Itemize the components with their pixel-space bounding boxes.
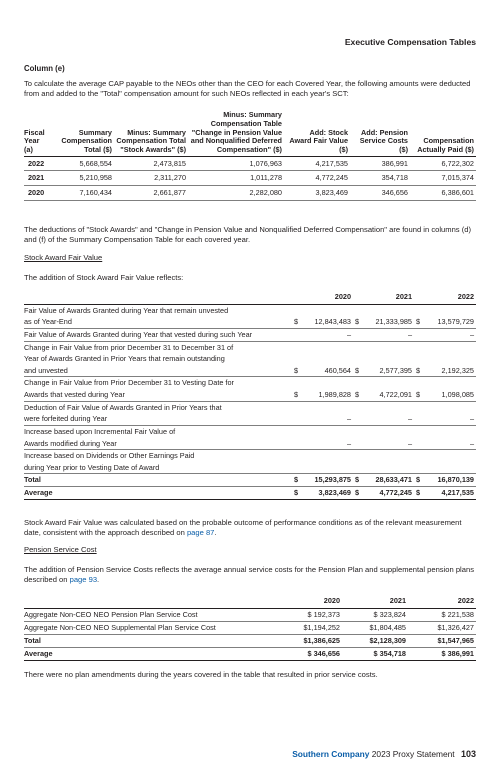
value-cell xyxy=(353,304,414,316)
value-cell xyxy=(353,438,414,450)
value-cell xyxy=(353,462,414,474)
page-footer xyxy=(292,749,476,761)
value-cell xyxy=(414,401,476,413)
table-row xyxy=(24,413,476,425)
table-cell: 1,076,963 xyxy=(188,156,284,171)
value-cell xyxy=(292,328,353,341)
table-cell: 4,217,535 xyxy=(284,156,350,171)
table-row xyxy=(24,353,476,365)
currency-symbol: $ xyxy=(355,475,360,485)
currency-symbol: $ xyxy=(416,365,421,375)
value-cell xyxy=(414,341,476,353)
currency-symbol: $ xyxy=(294,488,299,497)
amount: 13,579,729 xyxy=(437,317,474,327)
table-row xyxy=(24,389,476,401)
table-row xyxy=(24,608,476,621)
col-header-year: 2020 xyxy=(323,596,340,605)
value-cell xyxy=(353,487,414,500)
currency-symbol: $ xyxy=(355,365,360,375)
value-cell xyxy=(353,413,414,425)
table-cell: 2,661,877 xyxy=(114,186,188,201)
table-row xyxy=(24,450,476,462)
currency-symbol: $ xyxy=(294,475,299,485)
table-row xyxy=(24,316,476,328)
row-label: Average xyxy=(24,647,278,660)
col-header-add-pension-service: Add: Pension Service Costs ($) xyxy=(359,127,408,154)
table-cell: 7,015,374 xyxy=(410,171,476,186)
value-cell xyxy=(353,474,414,487)
table-row xyxy=(24,377,476,389)
table-cell: 1,011,278 xyxy=(188,171,284,186)
table-row xyxy=(24,304,476,316)
col-header-year: 2022 xyxy=(457,596,474,605)
value-cell xyxy=(414,438,476,450)
table-cell: 6,722,302 xyxy=(410,156,476,171)
value-cell xyxy=(353,377,414,389)
row-label: Aggregate Non-CEO NEO Pension Plan Service Cost xyxy=(24,608,278,621)
value-cell xyxy=(292,316,353,328)
average-row xyxy=(24,647,476,660)
value-cell xyxy=(292,487,353,500)
row-label: Fair Value of Awards Granted during Year that vested during such Year xyxy=(24,328,292,341)
currency-symbol: $ xyxy=(355,390,360,399)
amount: 2,577,395 xyxy=(379,365,412,375)
value-cell: $ 386,991 xyxy=(408,647,476,660)
pension-service-cost-table xyxy=(24,596,476,661)
row-label: Aggregate Non-CEO NEO Supplemental Plan Service Cost xyxy=(24,621,278,634)
value-cell xyxy=(292,438,353,450)
amount: 3,823,469 xyxy=(318,488,351,497)
amount: – xyxy=(407,414,412,424)
col-header-add-stock-fair-value: Add: Stock Award Fair Value ($) xyxy=(289,127,348,154)
value-cell xyxy=(292,462,353,474)
currency-symbol: $ xyxy=(416,488,421,497)
row-label: Total xyxy=(24,474,292,487)
value-cell xyxy=(353,450,414,462)
average-row xyxy=(24,487,476,500)
currency-symbol: $ xyxy=(355,488,360,497)
total-row xyxy=(24,634,476,647)
table-row xyxy=(24,365,476,377)
table-row xyxy=(24,425,476,437)
value-cell: $1,804,485 xyxy=(342,621,408,634)
amount: 1,989,828 xyxy=(318,390,351,399)
table-cell: 5,210,958 xyxy=(52,171,114,186)
value-cell xyxy=(292,377,353,389)
value-cell xyxy=(414,377,476,389)
table-cell: 386,991 xyxy=(350,156,410,171)
value-cell xyxy=(353,353,414,365)
col-header-fiscal-year: Fiscal Year (a) xyxy=(24,127,45,154)
col-header-year: 2022 xyxy=(457,292,474,301)
value-cell xyxy=(353,389,414,401)
table-header-row xyxy=(24,292,476,304)
row-label: Change in Fair Value from Prior December 31 to Vesting Date for xyxy=(24,378,234,388)
row-label: Deduction of Fair Value of Awards Granted in Prior Years that xyxy=(24,402,222,412)
table-row xyxy=(24,171,476,186)
table-row xyxy=(24,328,476,341)
amount: 4,722,091 xyxy=(379,390,412,399)
table-row xyxy=(24,186,476,201)
amount: 21,333,985 xyxy=(375,317,412,327)
row-label: as of Year-End xyxy=(24,316,292,328)
value-cell xyxy=(292,450,353,462)
value-cell xyxy=(353,365,414,377)
value-cell xyxy=(353,328,414,341)
amount: 4,217,535 xyxy=(441,488,474,497)
table-cell: 346,656 xyxy=(350,186,410,201)
table-row xyxy=(24,341,476,353)
page-87-link[interactable]: page 87 xyxy=(186,528,215,538)
currency-symbol: $ xyxy=(294,390,299,399)
value-cell: $1,547,965 xyxy=(408,634,476,647)
value-cell xyxy=(292,474,353,487)
row-label: Total xyxy=(24,634,278,647)
amount: – xyxy=(346,414,351,424)
footer-company: Southern Company xyxy=(292,749,370,759)
row-label: Fair Value of Awards Granted during Year that remain unvested xyxy=(24,305,229,315)
value-cell xyxy=(414,316,476,328)
stock-award-note: Stock Award Fair Value was calculated based on the probable outcome of performance conditions as of the relevant measurement date, consistent with the approach described on page 87. xyxy=(24,518,462,538)
cap-reconciliation-table xyxy=(24,111,476,201)
row-label: Increase based on Dividends or Other Earnings Paid xyxy=(24,451,195,461)
pension-heading: Pension Service Cost xyxy=(24,545,97,554)
table-cell: 6,386,601 xyxy=(410,186,476,201)
table-row xyxy=(24,462,476,474)
table-cell: 7,160,434 xyxy=(52,186,114,201)
currency-symbol: $ xyxy=(416,390,421,399)
value-cell xyxy=(414,487,476,500)
amount: 1,098,085 xyxy=(441,390,474,399)
value-cell: $ 346,656 xyxy=(278,647,342,660)
row-label: Awards modified during Year xyxy=(24,438,292,450)
row-label: Average xyxy=(24,487,292,500)
currency-symbol: $ xyxy=(294,365,299,375)
value-cell: $1,326,427 xyxy=(408,621,476,634)
amount: 460,564 xyxy=(324,365,351,375)
table-row xyxy=(24,438,476,450)
col-header-year: 2021 xyxy=(389,596,406,605)
value-cell xyxy=(292,389,353,401)
value-cell: $ 323,824 xyxy=(342,608,408,621)
amount: – xyxy=(469,414,474,424)
column-e-heading: Column (e) xyxy=(24,64,65,73)
amount: 16,870,139 xyxy=(437,475,474,485)
value-cell: $2,128,309 xyxy=(342,634,408,647)
value-cell: $ 354,718 xyxy=(342,647,408,660)
value-cell xyxy=(414,450,476,462)
value-cell xyxy=(292,341,353,353)
value-cell xyxy=(292,353,353,365)
value-cell xyxy=(292,365,353,377)
row-label: Awards that vested during Year xyxy=(24,389,292,401)
amount: 2,192,325 xyxy=(441,365,474,375)
col-header-minus-pension-change: Minus: Summary Compensation Table "Change in Pension Value and Nonqualified Deferred Compensation" ($) xyxy=(190,110,282,154)
page-header-title: Executive Compensation Tables xyxy=(344,37,476,47)
table-row xyxy=(24,156,476,171)
amount: 4,772,245 xyxy=(379,488,412,497)
row-label: and unvested xyxy=(24,365,292,377)
row-label: were forfeited during Year xyxy=(24,413,292,425)
table-row xyxy=(24,621,476,634)
footer-doc: 2023 Proxy Statement xyxy=(371,749,455,759)
value-cell xyxy=(414,425,476,437)
pension-closing-note: There were no plan amendments during the years covered in the table that resulted in prior service costs. xyxy=(24,670,378,679)
page-number: 103 xyxy=(460,749,476,759)
amount: – xyxy=(407,329,412,339)
value-cell xyxy=(414,365,476,377)
value-cell: $1,194,252 xyxy=(278,621,342,634)
value-cell xyxy=(353,425,414,437)
row-label: Change in Fair Value from prior December 31 to December 31 of xyxy=(24,342,234,352)
amount: – xyxy=(346,329,351,339)
value-cell xyxy=(414,328,476,341)
amount: – xyxy=(469,438,474,448)
table-cell: 2,473,815 xyxy=(114,156,188,171)
table-cell: 2020 xyxy=(24,186,52,201)
value-cell xyxy=(414,353,476,365)
col-header-summary-comp-total: Summary Compensation Total ($) xyxy=(61,127,112,154)
row-label: Year of Awards Granted in Prior Years that remain outstanding xyxy=(24,354,225,364)
table-cell: 3,823,469 xyxy=(284,186,350,201)
amount: 12,843,483 xyxy=(314,317,351,327)
amount: 15,293,875 xyxy=(314,475,351,485)
stock-award-heading: Stock Award Fair Value xyxy=(24,253,103,262)
value-cell xyxy=(292,304,353,316)
col-header-minus-stock-awards: Minus: Summary Compensation Total "Stock Awards" ($) xyxy=(116,127,186,154)
col-header-cap: Compensation Actually Paid ($) xyxy=(417,136,474,154)
value-cell: $1,386,625 xyxy=(278,634,342,647)
stock-award-intro: The addition of Stock Award Fair Value reflects: xyxy=(24,273,184,282)
amount: – xyxy=(346,438,351,448)
table-cell: 2022 xyxy=(24,156,52,171)
value-cell xyxy=(414,304,476,316)
table-cell: 2,282,080 xyxy=(188,186,284,201)
col-header-year: 2021 xyxy=(395,292,412,301)
value-cell xyxy=(353,316,414,328)
table-cell: 2021 xyxy=(24,171,52,186)
table-header-row xyxy=(24,596,476,608)
value-cell xyxy=(292,425,353,437)
amount: – xyxy=(407,438,412,448)
currency-symbol: $ xyxy=(416,317,421,327)
table-header-row xyxy=(24,111,476,156)
value-cell xyxy=(414,474,476,487)
amount: 28,633,471 xyxy=(375,475,412,485)
value-cell xyxy=(414,413,476,425)
pension-intro: The addition of Pension Service Costs reflects the average annual service costs for the Pension Plan and supplemental pension plans described on page 93. xyxy=(24,565,474,585)
value-cell xyxy=(292,401,353,413)
currency-symbol: $ xyxy=(416,475,421,485)
table-row xyxy=(24,401,476,413)
amount: – xyxy=(469,329,474,339)
value-cell xyxy=(353,401,414,413)
stock-award-fair-value-table xyxy=(24,292,476,500)
row-label: Increase based upon Incremental Fair Value of xyxy=(24,426,176,436)
value-cell xyxy=(292,413,353,425)
table-cell: 2,311,270 xyxy=(114,171,188,186)
currency-symbol: $ xyxy=(294,317,299,327)
currency-symbol: $ xyxy=(355,317,360,327)
page-93-link[interactable]: page 93 xyxy=(69,575,98,585)
value-cell: $ 221,538 xyxy=(408,608,476,621)
value-cell: $ 192,373 xyxy=(278,608,342,621)
table-cell: 4,772,245 xyxy=(284,171,350,186)
column-e-intro: To calculate the average CAP payable to the NEOs other than the CEO for each Covered Year, the following amounts were deducted from and added to the "Total" compensation amount for such NEOs reflected in each year's SCT: xyxy=(24,79,471,99)
value-cell xyxy=(414,389,476,401)
total-row xyxy=(24,474,476,487)
value-cell xyxy=(353,341,414,353)
col-header-year: 2020 xyxy=(334,292,351,301)
deductions-note: The deductions of "Stock Awards" and "Change in Pension Value and Nonqualified Deferred Compensation" are found in columns (d) and (f) of the Summary Compensation Table for each covered year. xyxy=(24,225,471,245)
value-cell xyxy=(414,462,476,474)
table-cell: 5,668,554 xyxy=(52,156,114,171)
row-label: during Year prior to Vesting Date of Award xyxy=(24,462,292,474)
table-cell: 354,718 xyxy=(350,171,410,186)
